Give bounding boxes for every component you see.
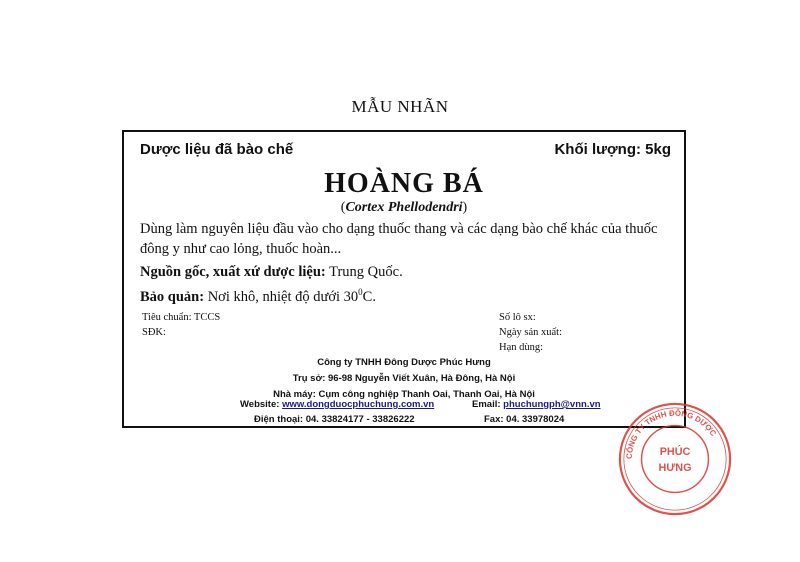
website-line [240, 399, 434, 410]
manufacture-date: Ngày sản xuất: [499, 327, 562, 338]
company-factory: Nhà máy: Cụm công nghiệp Thanh Oai, Thanh Oai, Hà Nội [273, 389, 535, 400]
origin-label: Nguồn gốc, xuất xứ dược liệu: [140, 264, 326, 280]
company-headquarters: Trụ sở: 96-98 Nguyễn Viết Xuân, Hà Đông, Hà Nội [292, 373, 516, 384]
product-name: HOÀNG BÁ [324, 168, 484, 199]
company-seal [616, 400, 734, 518]
label-weight: Khối lượng: 5kg [554, 141, 671, 158]
storage-unit: C. [362, 288, 376, 305]
seal-center-top: PHÚC [659, 446, 691, 459]
storage-line [140, 287, 376, 306]
website-link[interactable]: www.dongduocphuchung.com.vn [282, 399, 435, 410]
origin-value: Trung Quốc. [329, 264, 403, 280]
seal-ring-path-text: CÔNG TY TNHH ĐÔNG DƯỢC [624, 408, 718, 460]
website-label: Website: [240, 399, 280, 410]
product-label [122, 130, 686, 428]
registration-number: SĐK: [142, 327, 166, 338]
seal-center-bottom: HƯNG [658, 461, 692, 474]
expiry-date: Hạn dùng: [499, 342, 544, 353]
storage-value: Nơi khô, nhiệt độ dưới 30 [207, 288, 359, 305]
latin-name: (Cortex Phellodendri) [340, 200, 468, 215]
origin-line [140, 264, 403, 281]
email-link[interactable]: phuchungph@vnn.vn [503, 399, 601, 410]
phone-number: Điện thoại: 04. 33824177 - 33826222 [254, 414, 415, 425]
usage-text: Dùng làm nguyên liệu đầu vào cho dạng thuốc thang và các dạng bào chế khác của thuốc đông y như cao lỏng, thuốc hoàn... [140, 221, 658, 257]
document-title: MẪU NHÃN [351, 97, 449, 116]
email-line [472, 399, 601, 410]
standard: Tiêu chuẩn: TCCS [142, 312, 221, 323]
fax-number: Fax: 04. 33978024 [484, 414, 565, 425]
label-category: Dược liệu đã bào chế [140, 141, 294, 158]
email-label: Email: [472, 399, 501, 410]
storage-label: Bảo quản: [140, 288, 205, 305]
lot-number: Số lô sx: [499, 312, 536, 323]
company-name: Công ty TNHH Đông Dược Phúc Hưng [317, 357, 491, 368]
storage-degree: 0 [358, 287, 363, 297]
latin-name-text: Cortex Phellodendri [345, 200, 463, 215]
